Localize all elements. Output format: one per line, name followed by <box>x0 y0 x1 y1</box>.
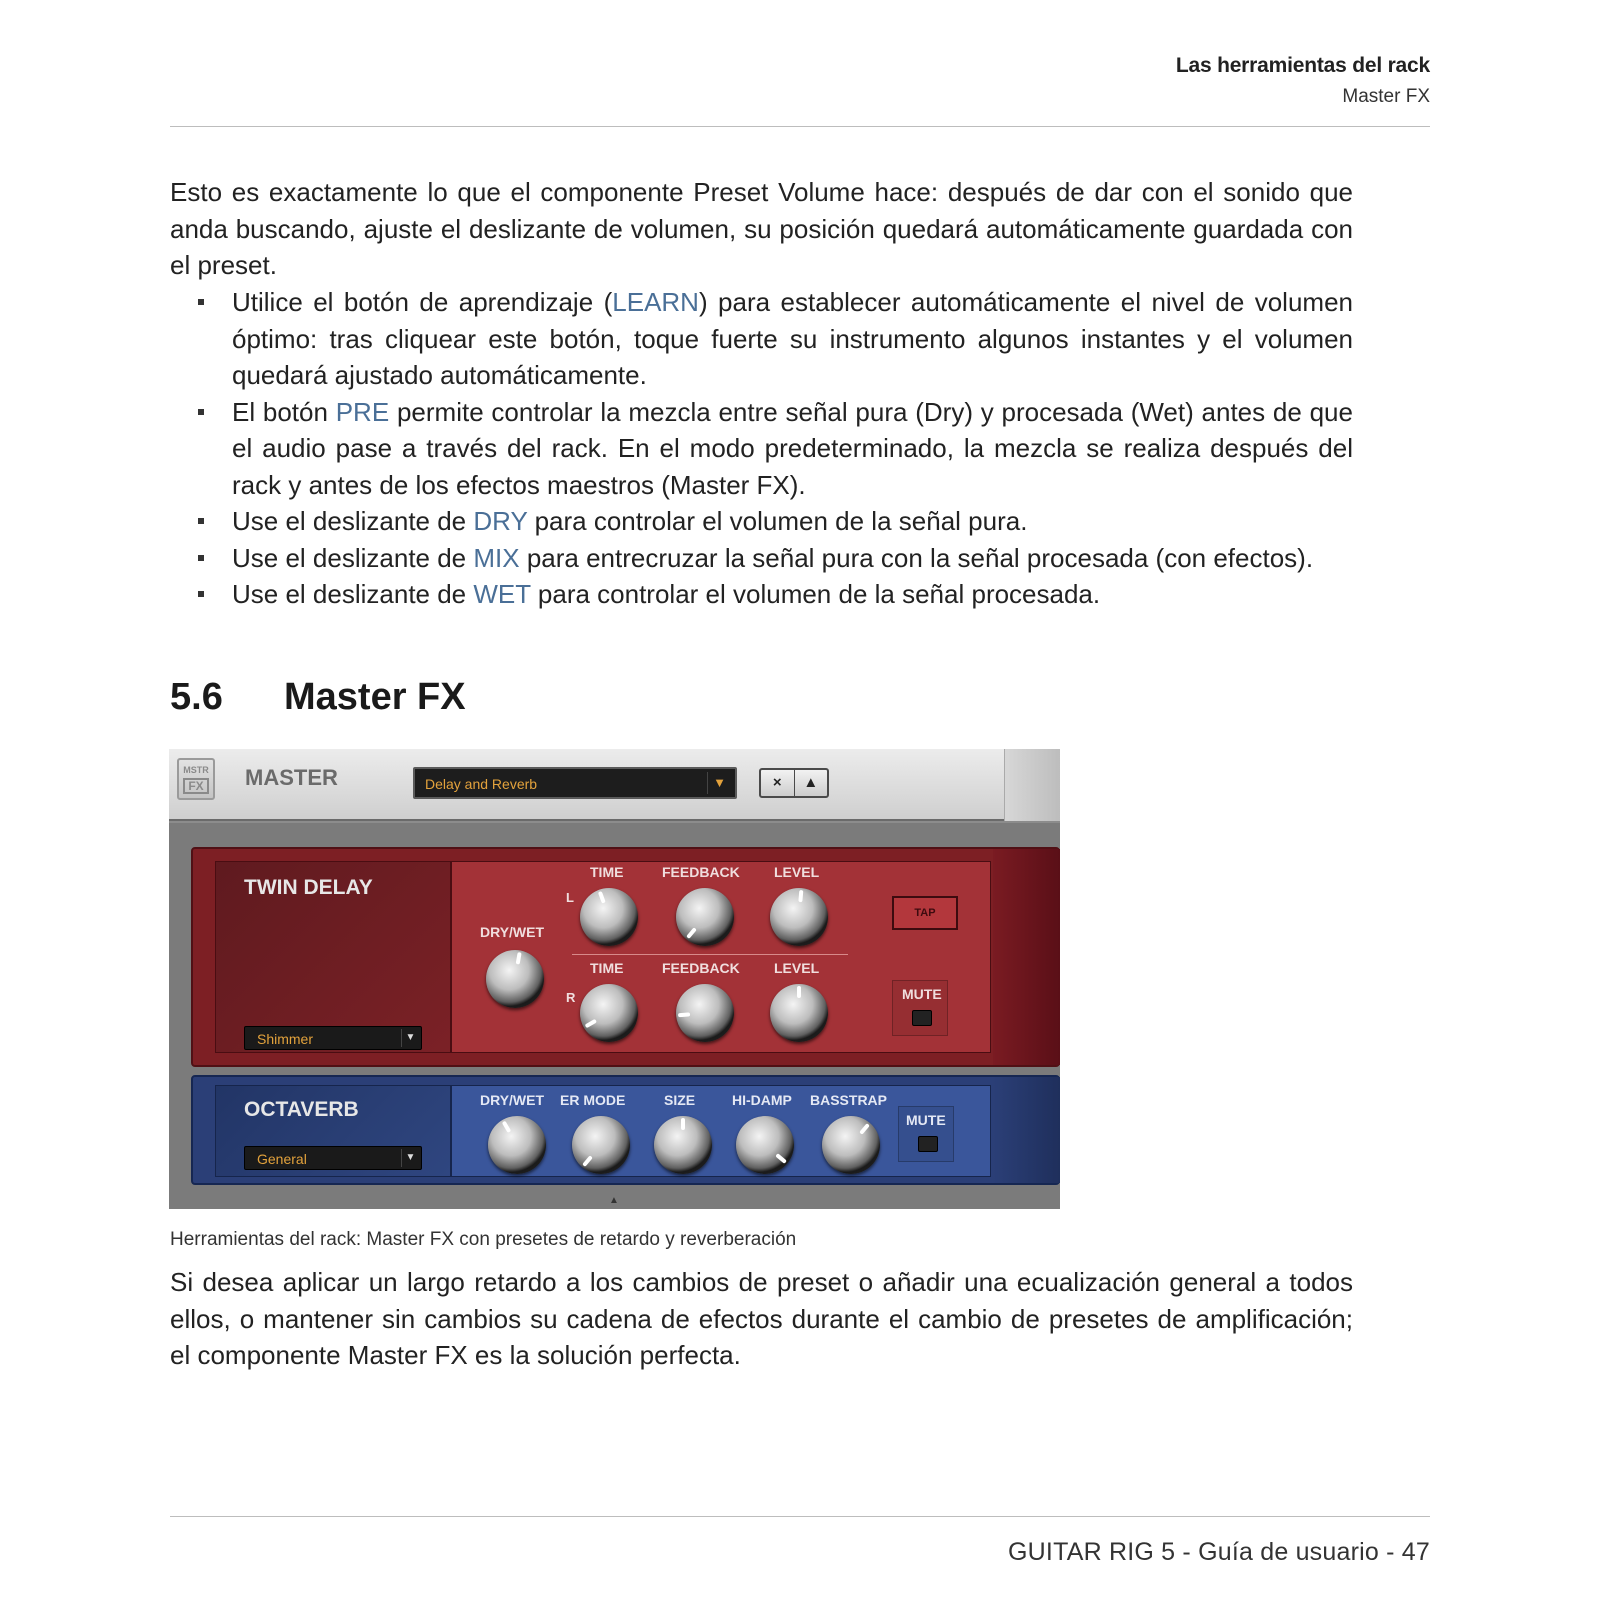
rack-area <box>169 823 1060 1209</box>
tap-button[interactable]: TAP <box>892 896 958 930</box>
twin-delay-mute-button[interactable] <box>912 1010 932 1026</box>
time-l-knob[interactable] <box>580 888 638 946</box>
twin-delay-module <box>191 847 1060 1067</box>
twin-delay-panel <box>215 861 451 1053</box>
master-preset-value: Delay and Reverb <box>425 776 538 792</box>
octaverb-preset-dropdown[interactable]: General ▼ <box>244 1146 422 1170</box>
header-rule <box>170 126 1430 127</box>
er-mode-label: ER MODE <box>560 1092 626 1108</box>
dry-wet-label: DRY/WET <box>480 924 545 940</box>
channel-l-label: L <box>566 890 574 905</box>
basstrap-label: BASSTRAP <box>810 1092 888 1108</box>
twin-delay-controls <box>451 861 991 1053</box>
octaverb-title: OCTAVERB <box>244 1098 359 1121</box>
level-l-knob[interactable] <box>770 888 828 946</box>
master-fx-header <box>169 749 1060 821</box>
mstr-fx-logo-icon: MSTR FX <box>177 758 215 800</box>
feedback-l-knob[interactable] <box>676 888 734 946</box>
master-fx-screenshot <box>169 749 1060 1209</box>
twin-delay-title: TWIN DELAY <box>244 876 373 899</box>
twin-delay-preset-dropdown[interactable]: Shimmer ▼ <box>244 1026 422 1050</box>
keyword-mix: MIX <box>473 542 520 573</box>
channel-divider <box>572 954 848 955</box>
octaverb-tail <box>993 1077 1060 1183</box>
keyword-dry: DRY <box>473 506 528 536</box>
twin-delay-tail <box>993 849 1060 1065</box>
feedback-r-label: FEEDBACK <box>662 960 740 976</box>
section-number: 5.6 <box>170 676 223 718</box>
header-button-group <box>759 768 829 798</box>
time-r-knob[interactable] <box>580 984 638 1042</box>
oct-dry-wet-knob[interactable] <box>488 1116 546 1174</box>
chevron-down-icon: ▼ <box>707 772 731 794</box>
chevron-down-icon: ▼ <box>401 1149 419 1167</box>
list-item: Use el deslizante de DRY para controlar el volumen de la señal pura. <box>170 503 1353 540</box>
page-footer: GUITAR RIG 5 - Guía de usuario - 47 <box>1008 1538 1430 1566</box>
feedback-r-knob[interactable] <box>676 984 734 1042</box>
feedback-l-label: FEEDBACK <box>662 864 740 880</box>
twin-delay-mute-label: MUTE <box>902 986 942 1002</box>
size-label: SIZE <box>664 1092 696 1108</box>
time-r-label: TIME <box>590 960 624 976</box>
hi-damp-knob[interactable] <box>736 1116 794 1174</box>
channel-r-label: R <box>566 990 576 1005</box>
footer-rule <box>170 1516 1430 1517</box>
keyword-pre: PRE <box>335 396 390 427</box>
octaverb-module <box>191 1075 1060 1185</box>
level-r-label: LEVEL <box>774 960 820 976</box>
running-head <box>1176 54 1430 108</box>
octaverb-controls <box>451 1085 991 1177</box>
list-item: Use el deslizante de MIX para entrecruzar la señal pura con la señal procesada (con efectos). <box>170 540 1353 577</box>
master-label: MASTER <box>245 765 338 790</box>
size-knob[interactable] <box>654 1116 712 1174</box>
chevron-down-icon: ▼ <box>401 1029 419 1047</box>
dry-wet-knob[interactable] <box>486 950 544 1008</box>
close-icon[interactable]: × <box>772 774 782 791</box>
outro-paragraph: Si desea aplicar un largo retardo a los cambios de preset o añadir una ecualización general a todos ellos, o mantener sin cambios su cadena de efectos durante el cambio de presetes de amplificación; el componente Master FX es la solución perfecta. <box>170 1267 1353 1370</box>
intro-paragraph: Esto es exactamente lo que el componente Preset Volume hace: después de dar con el sonido que anda buscando, ajuste el deslizante de volumen, su posición quedará automáticamente guardada con el preset. <box>170 177 1353 280</box>
octaverb-mute-button[interactable] <box>918 1136 938 1152</box>
keyword-wet: WET <box>473 579 531 609</box>
octaverb-mute-label: MUTE <box>906 1112 946 1128</box>
master-preset-dropdown[interactable] <box>413 767 737 799</box>
level-l-label: LEVEL <box>774 864 820 880</box>
figure-caption: Herramientas del rack: Master FX con presetes de retardo y reverberación <box>170 1229 797 1250</box>
time-l-label: TIME <box>590 864 624 880</box>
basstrap-knob[interactable] <box>822 1116 880 1174</box>
section-heading <box>170 676 466 719</box>
list-item: Use el deslizante de WET para controlar el volumen de la señal procesada. <box>170 576 1353 613</box>
header-edge <box>1004 749 1060 821</box>
section-title: Master FX <box>1342 86 1430 107</box>
chapter-title: Las herramientas del rack <box>1175 54 1430 77</box>
er-mode-knob[interactable] <box>572 1116 630 1174</box>
list-item: Utilice el botón de aprendizaje (LEARN) para establecer automáticamente el nivel de volumen óptimo: tras cliquear este botón, toque fuerte su instrumento algunos instantes y el volumen quedará ajustado automáticamente. <box>170 284 1353 394</box>
list-item: El botón PRE permite controlar la mezcla entre señal pura (Dry) y procesada (Wet) antes de que el audio pase a través del rack. En el modo predeterminado, la mezcla se realiza después del rack y antes de los efectos maestros (Master FX). <box>170 394 1353 504</box>
expand-up-icon[interactable]: ▲ <box>609 1195 619 1206</box>
hi-damp-label: HI-DAMP <box>732 1092 792 1108</box>
level-r-knob[interactable] <box>770 984 828 1042</box>
octaverb-panel <box>215 1085 451 1177</box>
bullet-list <box>170 284 1353 613</box>
oct-dry-wet-label: DRY/WET <box>480 1092 545 1108</box>
collapse-up-icon[interactable]: ▲ <box>794 770 828 796</box>
section-heading-title: Master FX <box>284 676 466 718</box>
keyword-learn: LEARN <box>612 287 699 317</box>
